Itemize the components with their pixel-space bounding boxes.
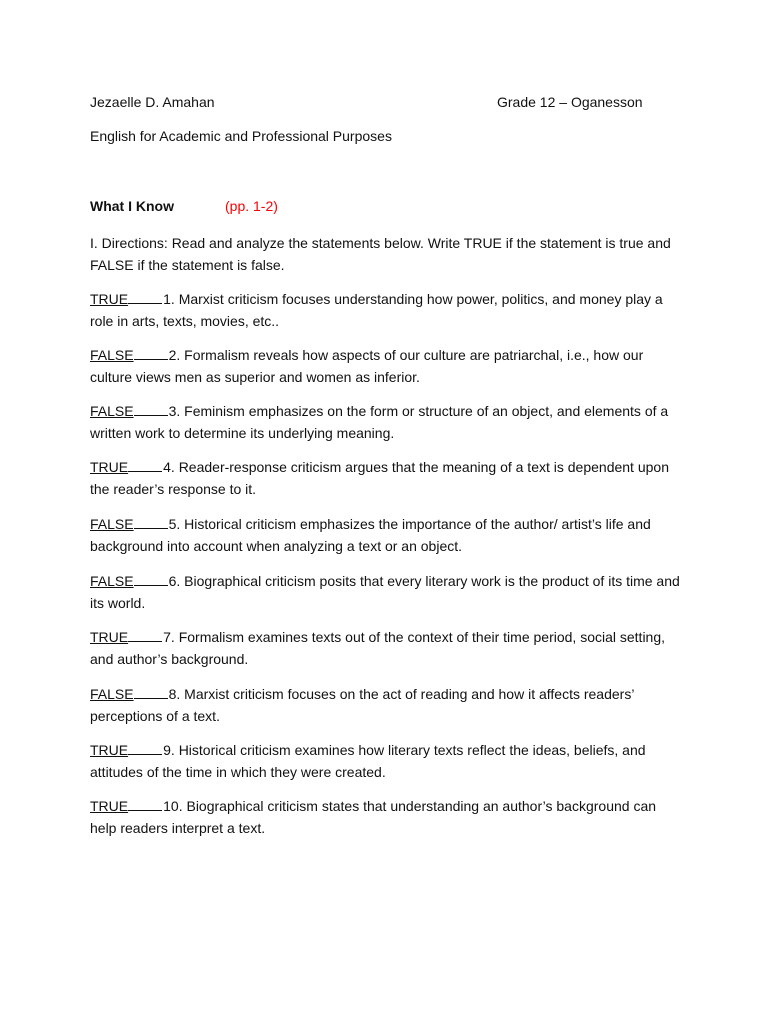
list-item bbox=[90, 456, 686, 500]
answer-label: FALSE bbox=[90, 573, 134, 589]
answer-blank-line bbox=[128, 289, 162, 304]
list-item bbox=[90, 739, 686, 783]
statement-text: 2. Formalism reveals how aspects of our culture are patriarchal, i.e., how our culture views men as superior and women as inferior. bbox=[90, 347, 644, 385]
list-item bbox=[90, 683, 686, 727]
pages-reference: (pp. 1-2) bbox=[225, 198, 278, 214]
statement-text: 6. Biographical criticism posits that every literary work is the product of its time and its world. bbox=[90, 573, 680, 611]
answer-label: TRUE bbox=[90, 291, 129, 307]
statement-text: 10. Biographical criticism states that understanding an author’s background can help readers interpret a text. bbox=[90, 798, 657, 836]
statement-text: 3. Feminism emphasizes on the form or structure of an object, and elements of a written work to determine its underlying meaning. bbox=[90, 403, 669, 441]
statement-text: 9. Historical criticism examines how literary texts reflect the ideas, beliefs, and attitudes of the time in which they were created. bbox=[90, 742, 646, 780]
list-item bbox=[90, 400, 686, 444]
grade-section: Grade 12 – Oganesson bbox=[497, 94, 643, 110]
header-row bbox=[90, 94, 650, 114]
answer-blank-line bbox=[128, 627, 162, 642]
student-name: Jezaelle D. Amahan bbox=[90, 94, 215, 110]
answer-label: FALSE bbox=[90, 686, 134, 702]
answer-blank-line bbox=[134, 684, 168, 699]
subject-title: English for Academic and Professional Purposes bbox=[90, 128, 392, 144]
section-heading: What I Know bbox=[90, 198, 174, 214]
list-item bbox=[90, 344, 686, 388]
answer-label: TRUE bbox=[90, 459, 129, 475]
answer-label: TRUE bbox=[90, 742, 129, 758]
statement-text: 7. Formalism examines texts out of the context of their time period, social setting, and author’s background. bbox=[90, 629, 666, 667]
list-item bbox=[90, 513, 686, 557]
statement-text: 1. Marxist criticism focuses understanding how power, politics, and money play a role in arts, texts, movies, etc.. bbox=[90, 291, 663, 329]
answer-blank-line bbox=[128, 740, 162, 755]
answer-blank-line bbox=[134, 514, 168, 529]
statement-text: 8. Marxist criticism focuses on the act of reading and how it affects readers’ perceptions of a text. bbox=[90, 686, 634, 724]
answer-blank-line bbox=[134, 401, 168, 416]
answer-label: FALSE bbox=[90, 516, 134, 532]
answer-label: FALSE bbox=[90, 403, 134, 419]
answer-label: FALSE bbox=[90, 347, 134, 363]
answer-blank-line bbox=[134, 345, 168, 360]
statement-text: 4. Reader-response criticism argues that the meaning of a text is dependent upon the reader’s response to it. bbox=[90, 459, 669, 497]
list-item bbox=[90, 570, 686, 614]
answer-label: TRUE bbox=[90, 798, 129, 814]
answer-blank-line bbox=[128, 457, 162, 472]
list-item bbox=[90, 626, 686, 670]
list-item bbox=[90, 795, 686, 839]
answer-blank-line bbox=[128, 796, 162, 811]
list-item bbox=[90, 288, 686, 332]
answer-label: TRUE bbox=[90, 629, 129, 645]
answer-blank-line bbox=[134, 571, 168, 586]
directions-text: I. Directions: Read and analyze the statements below. Write TRUE if the statement is true and FALSE if the statement is false. bbox=[90, 235, 671, 273]
statement-text: 5. Historical criticism emphasizes the importance of the author/ artist’s life and background into account when analyzing a text or an object. bbox=[90, 516, 651, 554]
